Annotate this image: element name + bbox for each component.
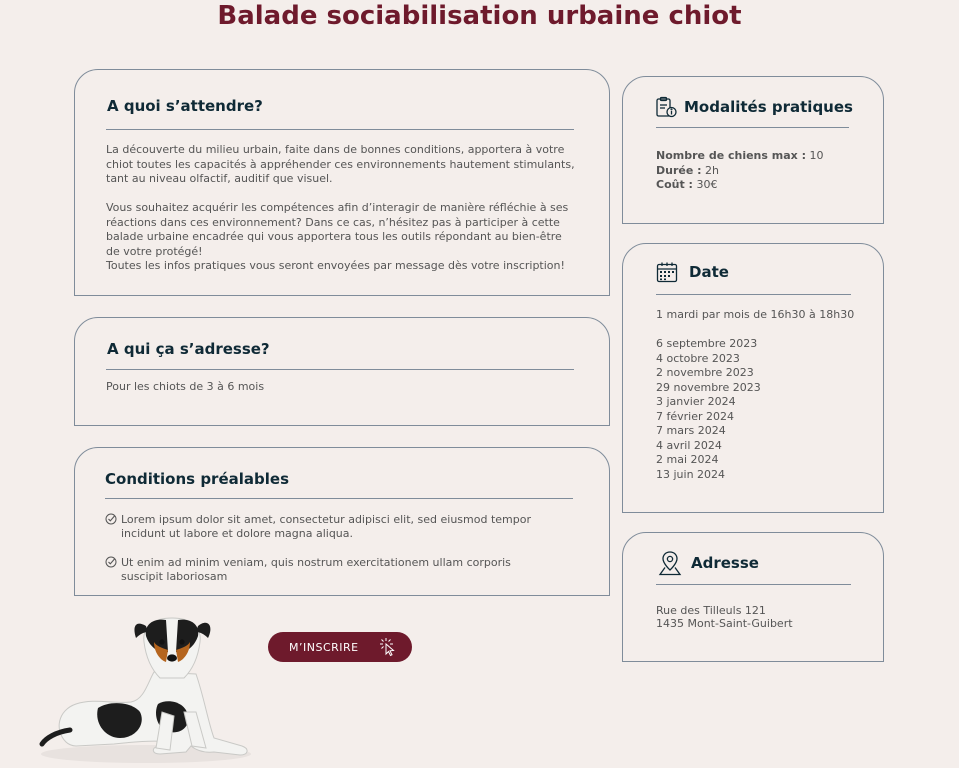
date-item: 4 octobre 2023 <box>656 351 740 365</box>
register-button-label: M’INSCRIRE <box>289 640 359 654</box>
detail-label: Nombre de chiens max : <box>656 149 806 162</box>
detail-value: 10 <box>805 149 824 162</box>
cursor-click-icon <box>378 637 398 657</box>
detail-label: Coût : <box>656 178 693 191</box>
card-title-target-audience: A qui ça s’adresse? <box>107 340 270 358</box>
detail-row <box>656 178 823 193</box>
divider <box>656 127 849 128</box>
date-item: 7 février 2024 <box>656 409 735 423</box>
clipboard-info-icon <box>654 95 678 119</box>
divider <box>656 584 851 585</box>
date-item: 7 mars 2024 <box>656 424 726 437</box>
list-item-text: Ut enim ad minim veniam, quis nostrum exercitationem ullam corporis suscipit laboriosam <box>121 556 511 583</box>
address-text <box>656 604 793 630</box>
divider <box>106 369 574 370</box>
list-item-text: Lorem ipsum dolor sit amet, consectetur adipisci elit, sed eiusmod tempor incidunt ut labore et dolore magna aliqua. <box>121 513 531 540</box>
card-title-what-to-expect: A quoi s’attendre? <box>107 97 263 115</box>
practical-details-list <box>656 149 823 193</box>
card-title-dates: Date <box>689 263 729 281</box>
map-pin-icon <box>657 549 683 577</box>
paragraph: Vous souhaitez acquérir les compétences afin d’interagir de manière réfléchie à ses réactions dans ces environnement? Dans ce cas, n’hésitez pas à participer à cette balade urbaine encadrée qui vous apportera tous les outils répondant au bien-être de votre protégé! <box>106 201 569 258</box>
date-item: 2 mai 2024 <box>656 453 719 466</box>
card-address <box>622 532 884 662</box>
detail-row <box>656 164 823 179</box>
check-icon <box>105 556 121 584</box>
card-practical-details <box>622 76 884 224</box>
paragraph: Toutes les infos pratiques vous seront envoyées par message dès votre inscription! <box>106 259 565 272</box>
register-button[interactable] <box>268 632 412 662</box>
card-title-practical-details: Modalités pratiques <box>684 98 853 116</box>
divider <box>105 498 573 499</box>
card-prerequisites <box>74 447 610 596</box>
puppy-image <box>36 612 256 764</box>
date-item: 6 septembre 2023 <box>656 337 758 350</box>
detail-value: 2h <box>701 163 720 177</box>
calendar-icon <box>655 260 679 284</box>
address-line: 1435 Mont-Saint-Guibert <box>656 617 793 630</box>
what-to-expect-text <box>106 143 576 274</box>
check-icon <box>105 513 121 541</box>
address-line: Rue des Tilleuls 121 <box>656 604 766 617</box>
card-title-address: Adresse <box>691 554 759 572</box>
date-item: 4 avril 2024 <box>656 438 722 452</box>
dates-text <box>656 308 854 482</box>
card-dates <box>622 243 884 513</box>
list-item <box>105 513 545 541</box>
list-item <box>105 556 545 584</box>
detail-value: 30€ <box>692 178 718 191</box>
date-item: 3 janvier 2024 <box>656 395 736 408</box>
paragraph: La découverte du milieu urbain, faite dans de bonnes conditions, apportera à votre chiot toutes les capacités à appréhender ces environnements hautement stimulants, tant au niveau olfactif, auditif que visuel. <box>106 143 575 185</box>
date-item: 13 juin 2024 <box>656 467 726 481</box>
card-what-to-expect <box>74 69 610 296</box>
detail-label: Durée : <box>656 163 702 177</box>
divider <box>656 294 851 295</box>
card-title-prerequisites: Conditions préalables <box>105 470 289 488</box>
prerequisites-list <box>105 513 545 599</box>
detail-row <box>656 149 823 164</box>
date-item: 2 novembre 2023 <box>656 366 754 379</box>
divider <box>106 129 574 130</box>
page-title: Balade sociabilisation urbaine chiot <box>217 1 742 31</box>
date-item: 29 novembre 2023 <box>656 380 761 394</box>
card-target-audience <box>74 317 610 426</box>
schedule-text: 1 mardi par mois de 16h30 à 18h30 <box>656 308 855 321</box>
target-audience-text: Pour les chiots de 3 à 6 mois <box>106 380 265 393</box>
